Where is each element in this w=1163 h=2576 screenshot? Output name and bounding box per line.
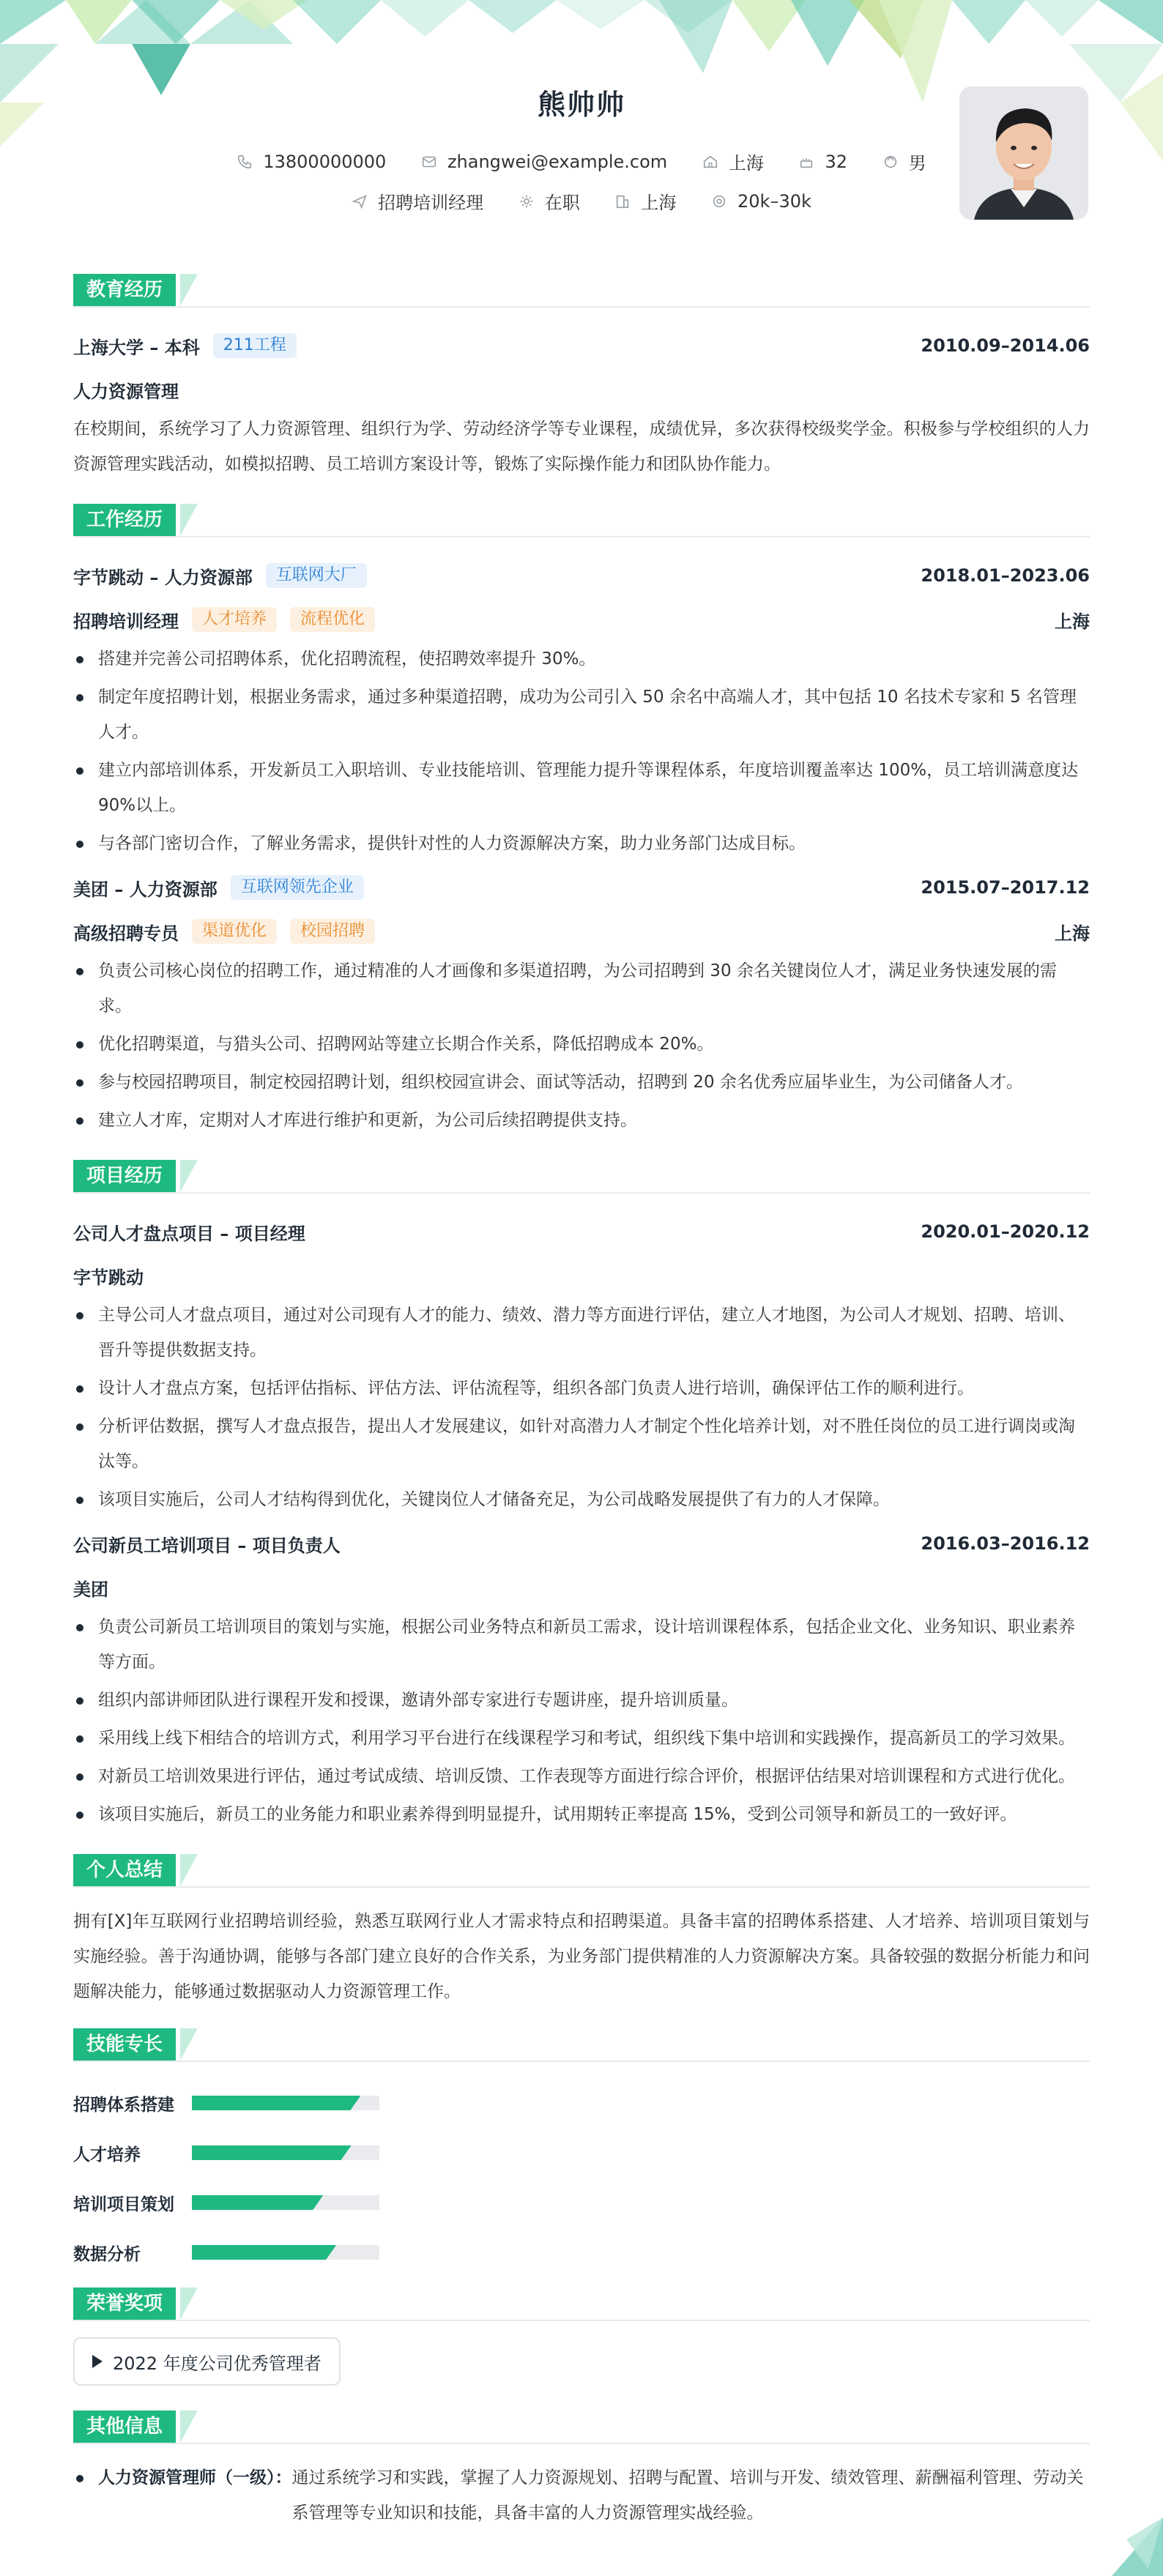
work-role-tag: 校园招聘: [290, 919, 375, 944]
skill-bar: [192, 2195, 379, 2210]
list-item: 设计人才盘点方案，包括评估指标、评估方法、评估流程等，组织各部门负责人进行培训，确保评估工作的顺利进行。: [73, 1371, 1090, 1406]
list-item: 与各部门密切合作，了解业务需求，提供针对性的人力资源解决方案，助力业务部门达成目标。: [73, 826, 1090, 861]
education-major: 人力资源管理: [73, 381, 179, 402]
work-company: 美团 – 人力资源部: [73, 879, 218, 900]
section-skills: [73, 2028, 1090, 2062]
skill-bar: [192, 2245, 379, 2260]
section-education-label: 教育经历: [73, 274, 176, 306]
email-item: [421, 152, 667, 172]
resume-body: [73, 256, 1090, 2531]
project-head: [73, 1210, 1090, 1254]
section-wedge: [180, 2028, 198, 2061]
salary-item: [711, 191, 811, 212]
work-role-tag: 渠道优化: [192, 919, 277, 944]
other-text: 通过系统学习和实践，掌握了人力资源规划、招聘与配置、培训与开发、绩效管理、薪酬福利管理、劳动关系管理等专业知识和技能，具备丰富的人力资源管理实战经验。: [291, 2468, 1084, 2523]
section-projects: [73, 1160, 1090, 1194]
other-label: 人力资源管理师（一级）：: [98, 2468, 292, 2487]
building-icon: [614, 193, 631, 209]
section-wedge: [180, 274, 198, 306]
skill-bar-fill: [192, 2096, 360, 2110]
gender-text: 男: [908, 153, 926, 174]
project-org-row: [73, 1566, 1090, 1609]
skill-bar-fill: [192, 2195, 323, 2210]
section-other: [73, 2411, 1090, 2444]
project-date: 2020.01–2020.12: [921, 1221, 1090, 1242]
gender-icon: [883, 154, 899, 170]
job-title-text: 招聘培训经理: [378, 193, 484, 213]
section-summary: [73, 1854, 1090, 1888]
work-date: 2018.01–2023.06: [921, 565, 1090, 586]
award-item: [73, 2337, 341, 2386]
work-role: 高级招聘专员: [73, 923, 179, 944]
skill-bar-fill: [192, 2145, 352, 2160]
section-awards-label: 荣誉奖项: [73, 2287, 176, 2320]
education-head: [73, 324, 1090, 368]
work-company: 字节跳动 – 人力资源部: [73, 567, 253, 588]
phone-text: 13800000000: [263, 151, 387, 172]
section-wedge: [180, 2287, 198, 2320]
age-text: 32: [825, 151, 847, 172]
section-wedge: [180, 1160, 198, 1192]
project-entry-1: [73, 1210, 1090, 1517]
list-item: 对新员工培训效果进行评估，通过考试成绩、培训反馈、工作表现等方面进行综合评价，根据评估结果对培训课程和方式进行优化。: [73, 1759, 1090, 1794]
status-item: [519, 188, 580, 214]
list-item: 负责公司核心岗位的招聘工作，通过精准的人才画像和多渠道招聘，为公司招聘到 30 余名关键岗位人才，满足业务快速发展的需求。: [73, 953, 1090, 1024]
project-bullets: [73, 1298, 1090, 1517]
list-item: 建立内部培训体系，开发新员工入职培训、专业技能培训、管理能力提升等课程体系，年度培训覆盖率达 100%，员工培训满意度达 90%以上。: [73, 753, 1090, 823]
list-item: 负责公司新员工培训项目的策划与实施，根据公司业务特点和新员工需求，设计培训课程体系，包括企业文化、业务知识、职业素养等方面。: [73, 1609, 1090, 1680]
phone-item: [237, 152, 386, 172]
work-entry-1: [73, 554, 1090, 861]
mail-icon: [421, 154, 437, 170]
section-other-label: 其他信息: [73, 2411, 176, 2443]
age-icon: [798, 154, 814, 170]
work-city: 上海: [1055, 611, 1090, 632]
project-name: 公司新员工培训项目 – 项目负责人: [73, 1535, 341, 1556]
work-company-tag: 互联网大厂: [266, 563, 367, 588]
school-tag: 211工程: [213, 333, 297, 358]
work-bullets: [73, 641, 1090, 861]
project-head: [73, 1522, 1090, 1566]
section-education: [73, 274, 1090, 308]
section-projects-label: 项目经历: [73, 1160, 176, 1192]
project-name: 公司人才盘点项目 – 项目经理: [73, 1223, 305, 1244]
status-text: 在职: [544, 193, 580, 213]
education-date: 2010.09–2014.06: [921, 335, 1090, 356]
section-wedge: [180, 504, 198, 536]
candidate-name: 熊帅帅: [537, 89, 625, 121]
skill-name: 人才培养: [73, 2145, 141, 2164]
section-summary-label: 个人总结: [73, 1854, 176, 1886]
section-skills-label: 技能专长: [73, 2028, 176, 2061]
skill-item: [73, 2128, 590, 2178]
award-text: 2022 年度公司优秀管理者: [113, 2353, 322, 2374]
skill-item: [73, 2178, 590, 2227]
school-name: 上海大学 – 本科: [73, 337, 200, 358]
skill-name: 数据分析: [73, 2244, 141, 2264]
project-org: 美团: [73, 1579, 108, 1600]
phone-icon: [237, 154, 253, 170]
section-awards: [73, 2287, 1090, 2321]
city-item: [702, 149, 764, 174]
list-item: 该项目实施后，公司人才结构得到优化，关键岗位人才储备充足，为公司战略发展提供了有力的人才保障。: [73, 1482, 1090, 1517]
skill-item: [73, 2227, 590, 2277]
section-wedge: [180, 1854, 198, 1886]
work-role-row: [73, 909, 1090, 953]
work-date: 2015.07–2017.12: [921, 877, 1090, 898]
project-bullets: [73, 1609, 1090, 1832]
skills-grid: [73, 2078, 1090, 2277]
section-work-label: 工作经历: [73, 504, 176, 536]
list-item: 主导公司人才盘点项目，通过对公司现有人才的能力、绩效、潜力等方面进行评估，建立人才地图，为公司人才规划、招聘、培训、晋升等提供数据支持。: [73, 1298, 1090, 1368]
triangle-icon: [92, 2355, 103, 2368]
summary-text: 拥有[X]年互联网行业招聘培训经验，熟悉互联网行业人才需求特点和招聘渠道。具备丰富的招聘体系搭建、人才培养、培训项目策划与实施经验。善于沟通协调，能够与各部门建立良好的合作关系，为业务部门提供精准的人力资源解决方案。具备较强的数据分析能力和问题解决能力，能够通过数据驱动人力资源管理工作。: [73, 1912, 1090, 2001]
project-entry-2: [73, 1522, 1090, 1832]
section-work: [73, 504, 1090, 537]
project-org: 字节跳动: [73, 1267, 144, 1288]
footer-decoration: [1075, 2488, 1163, 2576]
send-icon: [352, 193, 368, 209]
target-city-text: 上海: [641, 193, 677, 213]
salary-text: 20k–30k: [737, 190, 811, 212]
skill-bar-fill: [192, 2245, 336, 2260]
skill-item: [73, 2078, 590, 2128]
list-item: 优化招聘渠道，与猎头公司、招聘网站等建立长期合作关系，降低招聘成本 20%。: [73, 1027, 1090, 1062]
list-item: 采用线上线下相结合的培训方式，利用学习平台进行在线课程学习和考试，组织线下集中培训和实践操作，提高新员工的学习效果。: [73, 1721, 1090, 1756]
gear-icon: [519, 193, 535, 209]
work-head: [73, 554, 1090, 598]
gender-item: [883, 149, 926, 174]
list-item: 搭建并完善公司招聘体系，优化招聘流程，使招聘效率提升 30%。: [73, 641, 1090, 677]
skill-bar: [192, 2145, 379, 2160]
job-title-item: [352, 188, 483, 214]
list-item: 参与校园招聘项目，制定校园招聘计划，组织校园宣讲会、面试等活动，招聘到 20 余名优秀应届毕业生，为公司储备人才。: [73, 1065, 1090, 1100]
work-head: [73, 866, 1090, 909]
education-major-row: [73, 368, 1090, 412]
email-text: zhangwei@example.com: [447, 151, 668, 172]
project-date: 2016.03–2016.12: [921, 1533, 1090, 1554]
skill-bar: [192, 2096, 379, 2110]
section-wedge: [180, 2411, 198, 2443]
work-entry-2: [73, 866, 1090, 1138]
list-item: 组织内部讲师团队进行课程开发和授课，邀请外部专家进行专题讲座，提升培训质量。: [73, 1683, 1090, 1718]
city-text: 上海: [728, 153, 764, 174]
work-city: 上海: [1055, 923, 1090, 944]
age-item: [798, 152, 847, 172]
work-role-tag: 人才培养: [192, 607, 277, 632]
list-item: 该项目实施后，新员工的业务能力和职业素养得到明显提升，试用期转正率提高 15%，受到公司领导和新员工的一致好评。: [73, 1797, 1090, 1832]
home-icon: [702, 154, 718, 170]
education-desc: 在校期间，系统学习了人力资源管理、组织行为学、劳动经济学等专业课程，成绩优异，多次获得校级奖学金。积极参与学校组织的人力资源管理实践活动，如模拟招聘、员工培训方案设计等，锻炼了实际操作能力和团队协作能力。: [73, 420, 1090, 474]
skill-name: 培训项目策划: [73, 2195, 174, 2214]
project-org-row: [73, 1254, 1090, 1298]
work-company-tag: 互联网领先企业: [231, 875, 364, 900]
resume-header: [0, 0, 1163, 242]
work-role: 招聘培训经理: [73, 611, 179, 632]
list-item: 制定年度招聘计划，根据业务需求，通过多种渠道招聘，成功为公司引入 50 余名中高端人才，其中包括 10 名技术专家和 5 名管理人才。: [73, 680, 1090, 750]
work-bullets: [73, 953, 1090, 1138]
list-item: 建立人才库，定期对人才库进行维护和更新，为公司后续招聘提供支持。: [73, 1103, 1090, 1138]
list-item: 分析评估数据，撰写人才盘点报告，提出人才发展建议，如针对高潜力人才制定个性化培养计划，对不胜任岗位的员工进行调岗或淘汰等。: [73, 1409, 1090, 1479]
skill-name: 招聘体系搭建: [73, 2095, 174, 2115]
avatar: [959, 86, 1088, 220]
money-icon: [711, 193, 727, 209]
work-role-tag: 流程优化: [290, 607, 375, 632]
other-item: [73, 2460, 1090, 2531]
target-city-item: [614, 188, 676, 214]
work-role-row: [73, 598, 1090, 641]
